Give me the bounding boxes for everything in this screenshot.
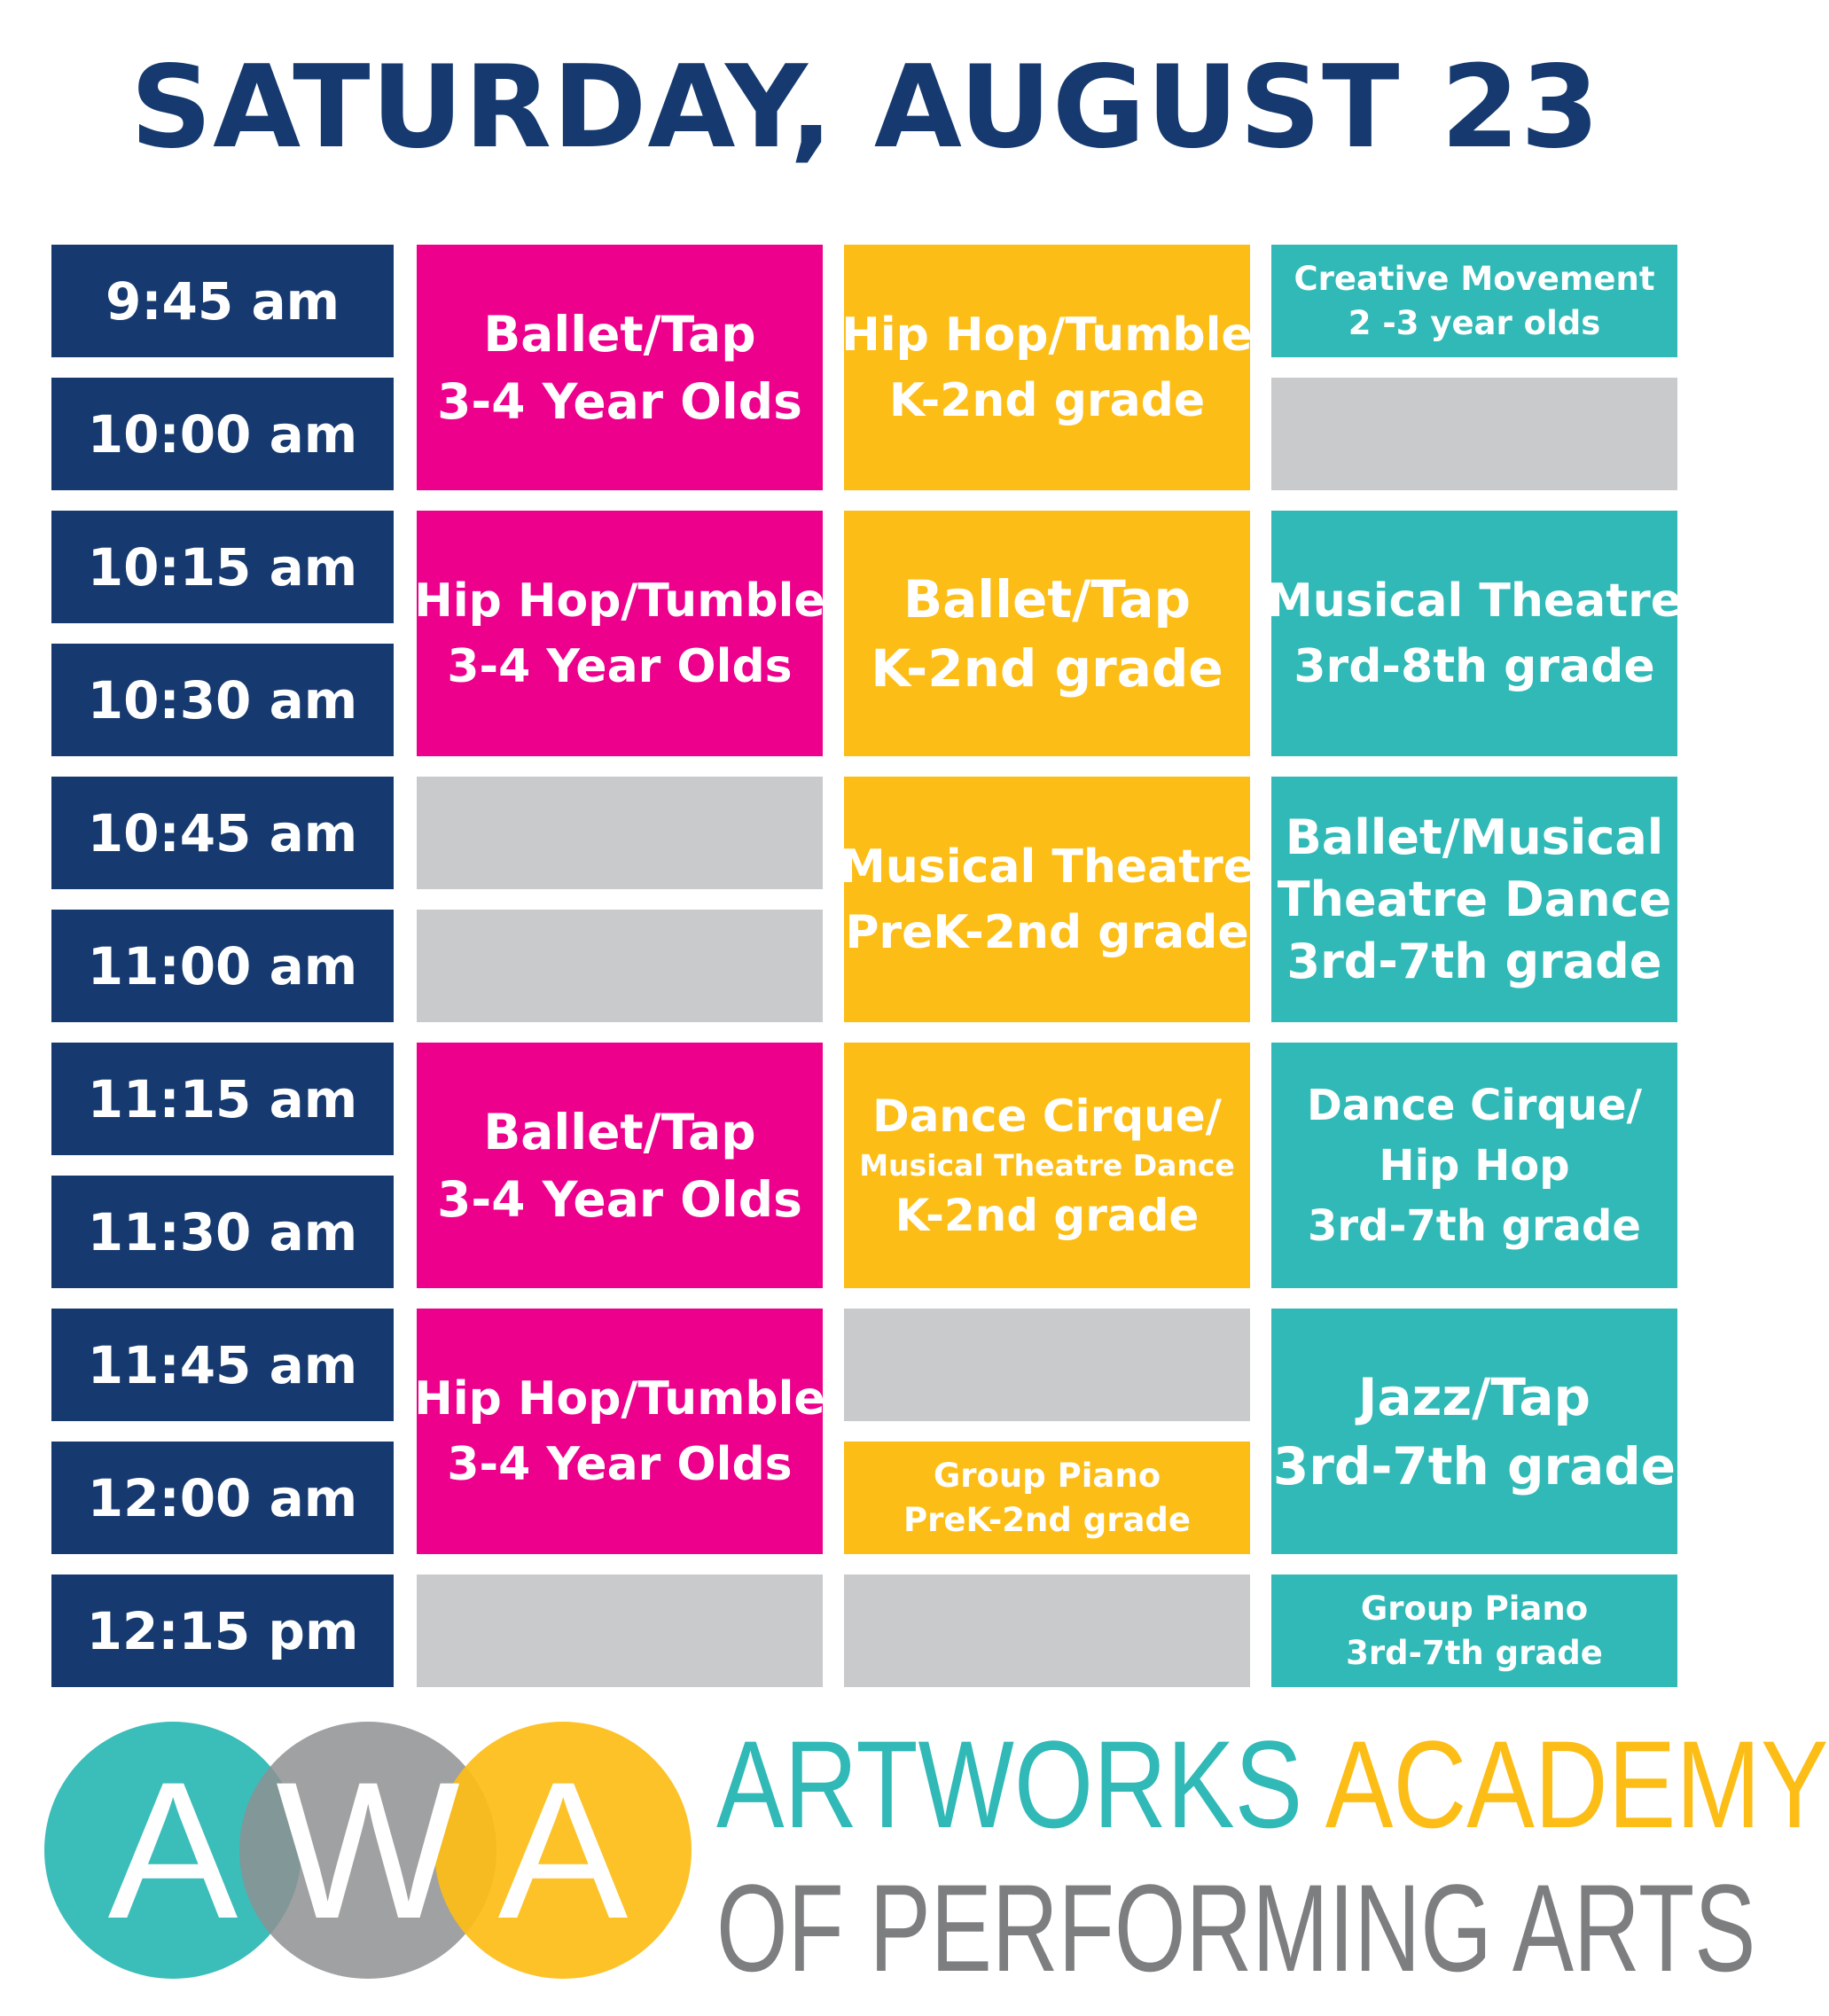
time-slot: 11:30 am	[51, 1176, 394, 1288]
brand-artworks: ARTWORKS	[716, 1715, 1303, 1854]
empty-slot	[417, 1575, 823, 1687]
time-slot: 11:45 am	[51, 1309, 394, 1421]
class-block: Hip Hop/Tumble 3-4 Year Olds	[417, 1309, 823, 1554]
time-slot: 11:15 am	[51, 1043, 394, 1155]
logo-letter-w: W	[276, 1741, 460, 1959]
class-block: Hip Hop/Tumble 3-4 Year Olds	[417, 511, 823, 756]
class-block: Dance Cirque/ Musical Theatre Dance K-2nd grade	[844, 1043, 1250, 1288]
class-block: Creative Movement 2 -3 year olds	[1271, 245, 1677, 357]
empty-slot	[844, 1575, 1250, 1687]
time-slot: 10:30 am	[51, 644, 394, 756]
time-slot: 10:45 am	[51, 777, 394, 889]
time-slot: 12:15 pm	[51, 1575, 394, 1687]
empty-slot	[417, 777, 823, 889]
time-slot: 10:15 am	[51, 511, 394, 623]
page-title: SATURDAY, AUGUST 23	[129, 42, 1601, 174]
class-block: Ballet/Tap 3-4 Year Olds	[417, 1043, 823, 1288]
logo-letter-a: A	[497, 1741, 629, 1959]
class-block: Ballet/Tap K-2nd grade	[844, 511, 1250, 756]
class-block: Musical Theatre PreK-2nd grade	[844, 777, 1250, 1022]
class-block: Dance Cirque/ Hip Hop 3rd-7th grade	[1271, 1043, 1677, 1288]
class-block: Jazz/Tap 3rd-7th grade	[1271, 1309, 1677, 1554]
empty-slot	[417, 910, 823, 1022]
brand-name-line1	[716, 1715, 1829, 1854]
brand-name-line2: OF PERFORMING ARTS	[716, 1858, 1756, 1997]
time-slot: 12:00 am	[51, 1442, 394, 1554]
class-block: Group Piano PreK-2nd grade	[844, 1442, 1250, 1554]
class-block: Group Piano 3rd-7th grade	[1271, 1575, 1677, 1687]
empty-slot	[844, 1309, 1250, 1421]
brand-academy: ACADEMY	[1325, 1715, 1829, 1854]
time-slot: 10:00 am	[51, 378, 394, 490]
class-block: Ballet/Tap 3-4 Year Olds	[417, 245, 823, 490]
class-block: Hip Hop/Tumble K-2nd grade	[844, 245, 1250, 490]
logo-letter-a: A	[107, 1741, 238, 1959]
class-block: Musical Theatre 3rd-8th grade	[1271, 511, 1677, 756]
class-block: Ballet/Musical Theatre Dance 3rd-7th grade	[1271, 777, 1677, 1022]
empty-slot	[1271, 378, 1677, 490]
time-slot: 11:00 am	[51, 910, 394, 1022]
time-slot: 9:45 am	[51, 245, 394, 357]
